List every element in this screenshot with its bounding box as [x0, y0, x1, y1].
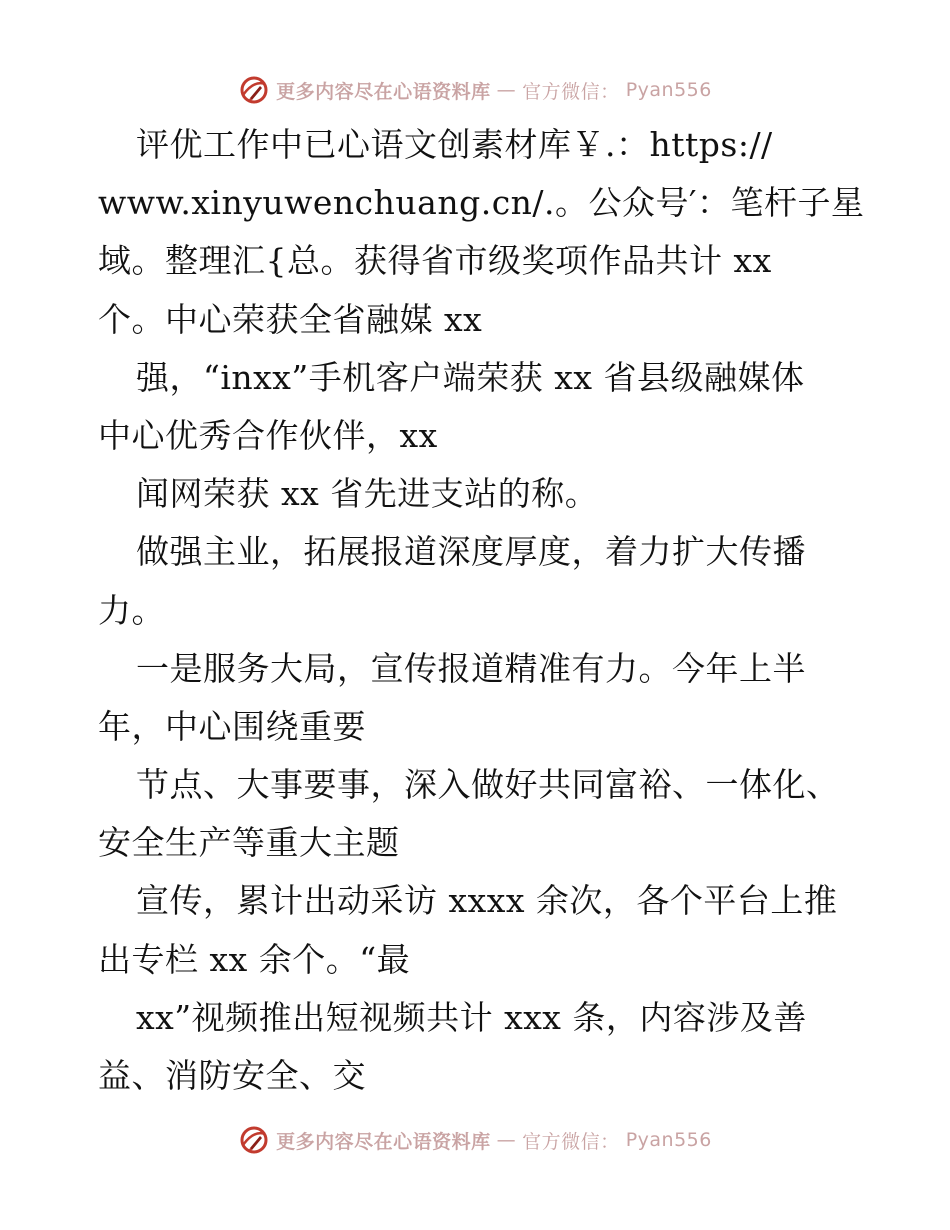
header-wechat-id: Pyan556: [625, 79, 712, 101]
text-line: 宣传，累计出动采访 xxxx 余次，各个平台上推: [136, 881, 838, 921]
text-line: 安全生产等重大主题: [98, 823, 400, 863]
header-banner-text: 更多内容尽在心语资料库: [276, 80, 491, 103]
text-line: 中心优秀合作伙伴，xx: [98, 415, 438, 455]
text-line: 节点、大事要事，深入做好共同富裕、一体化、: [136, 765, 840, 805]
footer-banner-text: 更多内容尽在心语资料库: [276, 1130, 491, 1153]
text-line: 做强主业，拓展报道深度厚度，着力扩大传播: [136, 532, 806, 572]
text-line: 力。: [98, 590, 165, 630]
text-line: 域。整理汇{总。获得省市级奖项作品共计 xx: [98, 241, 772, 281]
text-line: xx”视频推出短视频共计 xxx 条，内容涉及善: [136, 997, 807, 1037]
footer-banner: [0, 1120, 950, 1160]
header-banner: [0, 70, 950, 110]
text-line: 评优工作中已心语文创素材库￥.：https://: [136, 125, 773, 164]
body-text: [98, 116, 868, 1105]
text-line: www.xinyuwenchuang.cn/.。公众号′：笔杆子星: [98, 183, 865, 223]
header-wechat-label: 官方微信：: [522, 80, 620, 103]
header-banner-separator: —: [496, 79, 517, 101]
pen-logo-icon: [238, 74, 270, 106]
text-line: 一是服务大局，宣传报道精准有力。今年上半: [136, 648, 806, 688]
text-line: 出专栏 xx 余个。“最: [98, 939, 411, 979]
pen-logo-icon: [238, 1124, 270, 1156]
footer-wechat-label: 官方微信：: [522, 1130, 620, 1153]
text-line: 闻网荣获 xx 省先进支站的称。: [136, 474, 599, 514]
footer-banner-separator: —: [496, 1129, 517, 1151]
text-line: 个。中心荣获全省融媒 xx: [98, 299, 483, 339]
text-line: 益、消防安全、交: [98, 1056, 366, 1095]
text-line: 强，“inxx”手机客户端荣获 xx 省县级融媒体: [136, 357, 805, 397]
footer-wechat-id: Pyan556: [625, 1129, 712, 1151]
text-line: 年，中心围绕重要: [98, 706, 366, 746]
